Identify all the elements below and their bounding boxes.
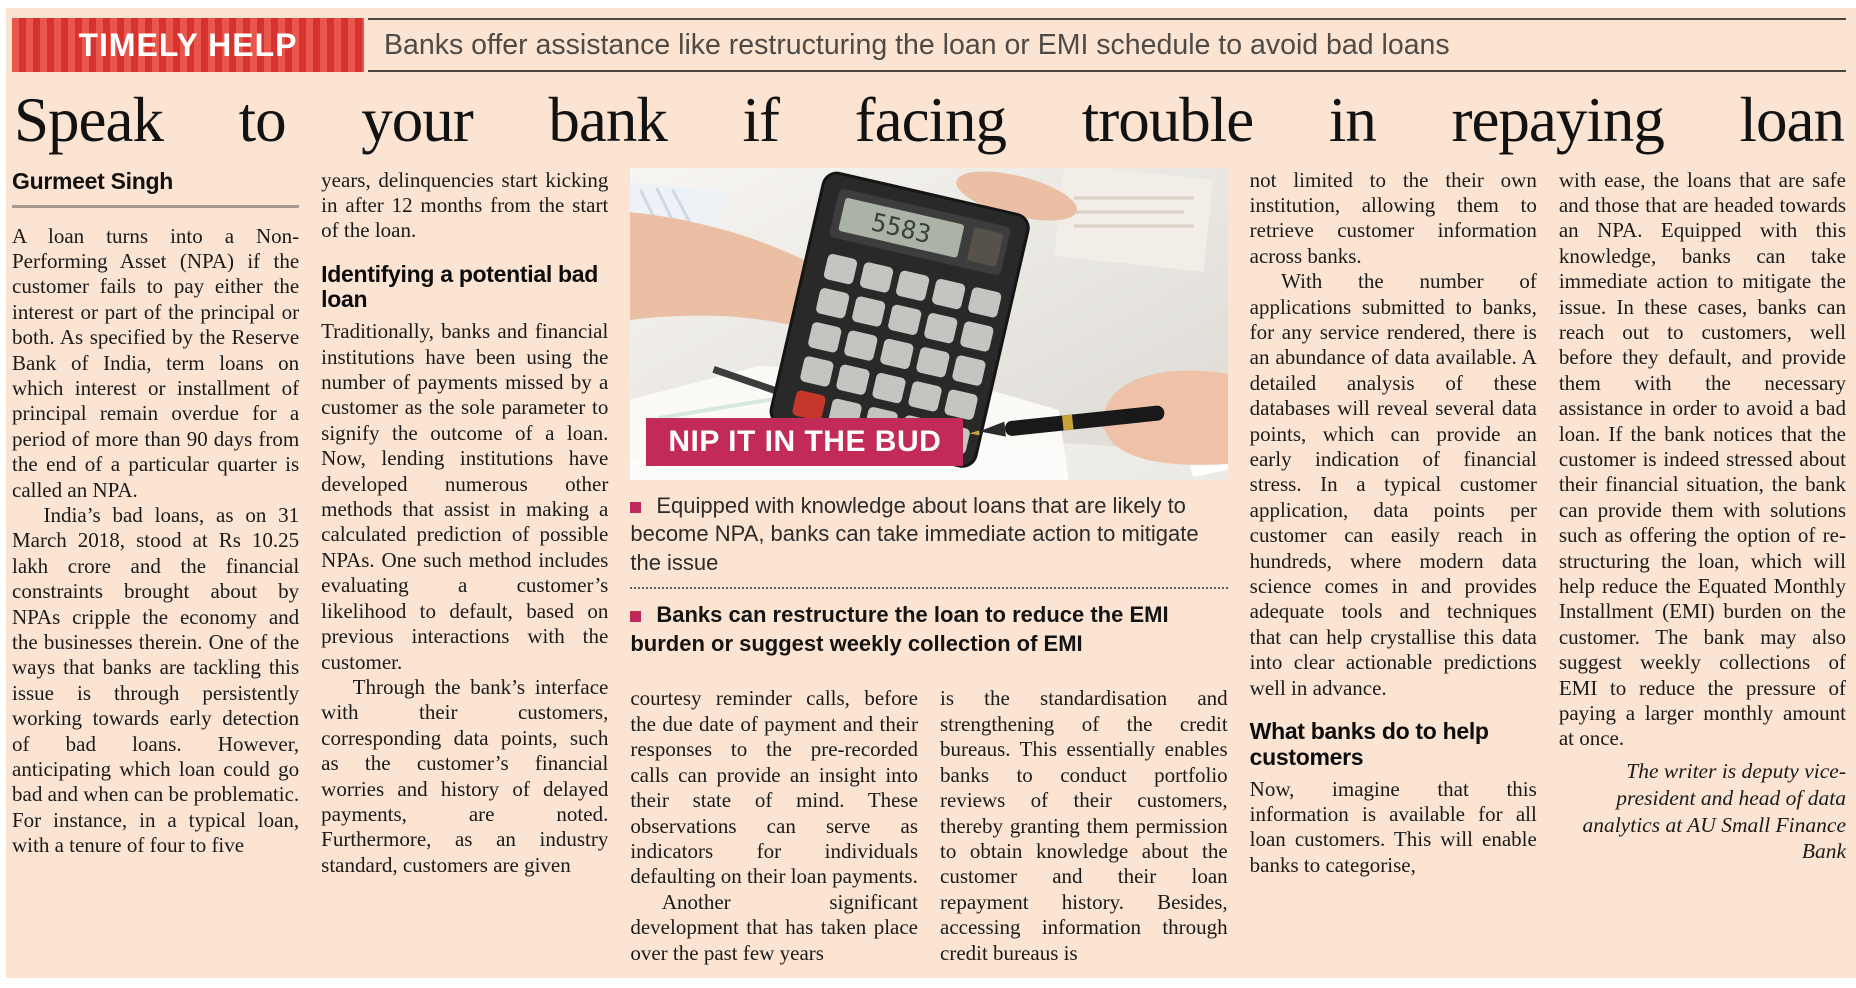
paper-sheet — [1055, 168, 1214, 272]
loan-discussion-photo — [630, 168, 1227, 480]
timely-help-badge: TIMELY HELP — [12, 18, 364, 72]
article-paragraph: A loan turns into a Non-Performing Asset (NPA) if the customer fails to pay either the interest or part of the principal or both. As specified by the Reserve Bank of India, term loans on which interest or installment of principal remain overdue for a period of more than 90 days from the end of a particular quarter is called an NPA. — [12, 223, 300, 502]
callout-bullet — [630, 492, 1227, 578]
writer-credit: The writer is deputy vice-president and head of data analytics at AU Small Finance Bank — [1582, 758, 1846, 864]
bullet-square-icon — [630, 502, 641, 513]
section-heading-identifying: Identifying a potential bad loan — [321, 260, 599, 313]
column-6 — [1559, 168, 1846, 866]
section-heading-what-banks-do: What banks do to help customers — [1249, 718, 1489, 770]
dotted-divider — [630, 587, 1227, 589]
column-5 — [1250, 168, 1537, 879]
article-paragraph: years, delinquencies start kicking in after 12 months from the start of the loan. — [321, 167, 609, 243]
article-paragraph: with ease, the loans that are safe and those that are headed towards an NPA. Equipped with this knowledge, banks can take immediate action to mitigate the issue. In these cases, banks can reach out to customers, well before they default, and provide them with the necessary assistance in order to avoid a bad loan. If the bank notices that the customer is indeed stressed about their financial situation, the bank can provide them with solutions such as offering the option of re-structuring the loan, which will help reduce the Equated Monthly Installment (EMI) burden on the customer. The bank may also suggest weekly collections of EMI to reduce the pressure of paying a larger monthly amount at once. — [1558, 167, 1846, 751]
article-paragraph: is the standardisation and strengthening of the credit bureaus. This essentially enables banks to conduct portfolio reviews of their customers, thereby granting them permission to obtain knowledge about the customer and their loan repayment history. Besides, accessing information through credit bureaus is — [940, 686, 1228, 965]
callout-bullet — [630, 601, 1227, 658]
pen-gold-band — [1062, 414, 1074, 430]
article-paragraph: courtesy reminder calls, before the due date of payment and their responses to the pre-recorded calls can provide an insight into their state of mind. These observations can serve as indicators for individuals defaulting on their loan payments. — [630, 686, 918, 889]
article-paragraph: India’s bad loans, as on 31 March 2018, stood at Rs 10.25 lakh crore and the financial constraints brought about by NPAs cripple the economy and the businesses therein. One of the ways that banks are tackling this issue is through persistently working towards early detection of bad loans. However, anticipating which loan could go bad and when can be problematic. For instance, in a typical loan, with a tenure of four to five — [12, 502, 300, 858]
column-4 — [940, 686, 1228, 965]
banner-strip — [368, 18, 1846, 72]
bullet-square-icon — [630, 611, 641, 622]
column-2 — [321, 168, 608, 879]
top-banner — [12, 18, 1846, 72]
callout-text: Equipped with knowledge about loans that are likely to become NPA, banks can take immediate action to mitigate the issue — [630, 492, 1199, 575]
article-paragraph: Another significant development that has taken place over the past few years — [630, 889, 918, 965]
banner-text: Banks offer assistance like restructuring the loan or EMI schedule to avoid bad loans — [384, 28, 1450, 61]
article-paragraph: Through the bank’s interface with their customers, corresponding data points, such as the customer’s financial worries and history of delayed payments, are noted. Furthermore, as an industry standard, customers are given — [321, 674, 609, 877]
page-title: Speak to your bank if facing trouble in repaying loan — [14, 85, 1844, 155]
column-3 — [630, 686, 918, 965]
article-paragraph: Now, imagine that this information is available for all loan customers. This will enable banks to categorise, — [1249, 776, 1537, 877]
column-1 — [12, 168, 299, 859]
byline: Gurmeet Singh — [12, 168, 299, 208]
article-paragraph: With the number of applications submitted to banks, for any service rendered, there is an abundance of data available. A detailed analysis of these databases will reveal several data points, which can provide an early indication of financial stress. In a typical customer application, data points per customer can easily reach in hundreds, where modern data science comes in and provides adequate tools and techniques that can help crystallise this data into clear actionable predictions well in advance. — [1249, 269, 1537, 700]
article-paragraph: Traditionally, banks and financial institutions have been using the number of payments missed by a customer as the sole parameter to signify the outcome of a loan. Now, lending institutions have developed numerous other methods that assist in making a calculated prediction of possible NPAs. One such method includes evaluating a customer’s likelihood to default, based on previous interactions with the customer. — [321, 319, 609, 674]
callout-text: Banks can restructure the loan to reduce the EMI burden or suggest weekly collection of EMI — [630, 602, 1169, 656]
center-block — [630, 168, 1227, 966]
nip-it-in-the-bud-badge: NIP IT IN THE BUD — [646, 418, 963, 466]
lcd-digits: 5583 — [869, 206, 935, 249]
sub-columns — [630, 686, 1227, 965]
article-paragraph: not limited to the their own institution, allowing them to retrieve customer information across banks. — [1249, 167, 1537, 268]
article-columns — [12, 168, 1846, 966]
